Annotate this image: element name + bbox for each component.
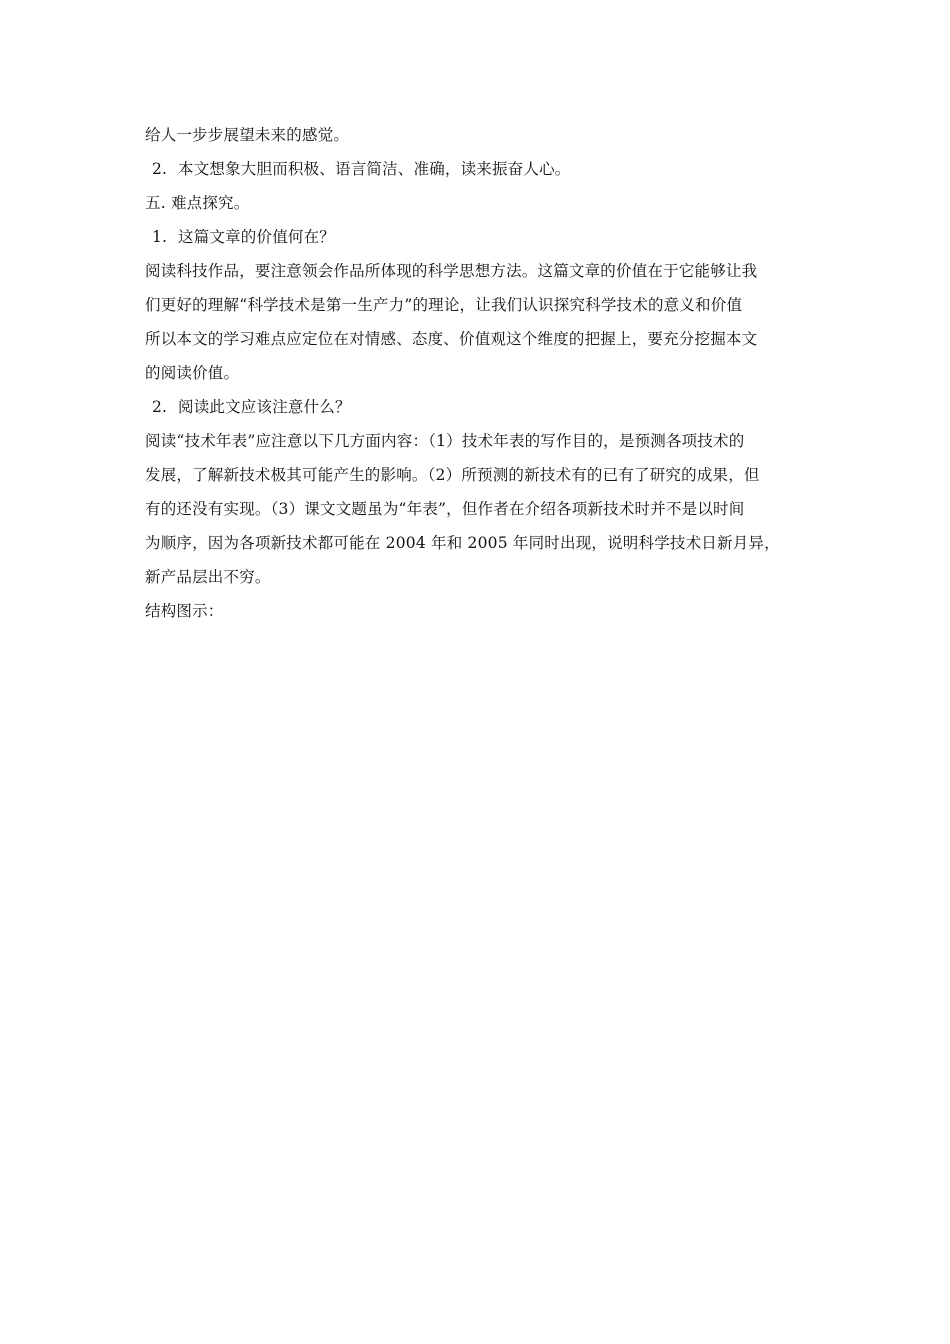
paragraph-line — [145, 492, 810, 526]
line-text: 有的还没有实现。（3）课文文题虽为“年表”，但作者在介绍各项新技术时并不是以时间 — [145, 500, 745, 518]
question-text: 阅读此文应该注意什么？ — [178, 398, 351, 416]
line-text: 本文想象大胆而积极、语言简洁、准确，读来振奋人心。 — [178, 160, 571, 178]
paragraph-line — [145, 254, 810, 288]
paragraph-line — [145, 458, 810, 492]
line-text: 们更好的理解“科学技术是第一生产力”的理论，让我们认识探究科学技术的意义和价值 — [145, 296, 743, 314]
line-text: 发展，了解新技术极其可能产生的影响。（2）所预测的新技术有的已有了研究的成果，但 — [145, 466, 760, 484]
paragraph-line — [145, 424, 810, 458]
structure-diagram-label — [145, 594, 810, 628]
section-heading — [145, 186, 810, 220]
list-number: 2. — [152, 160, 168, 178]
line-text: 结构图示： — [145, 602, 224, 620]
paragraph-line — [145, 118, 810, 152]
question-2 — [145, 390, 810, 424]
list-number: 1. — [152, 228, 168, 246]
paragraph-line — [145, 560, 810, 594]
question-text: 这篇文章的价值何在？ — [178, 228, 336, 246]
paragraph-line — [145, 526, 810, 560]
document-body — [145, 118, 810, 628]
heading-text: 五. 难点探究。 — [145, 194, 250, 212]
line-text: 阅读科技作品，要注意领会作品所体现的科学思想方法。这篇文章的价值在于它能够让我 — [145, 262, 758, 280]
list-number: 2. — [152, 398, 168, 416]
list-item-2 — [145, 152, 810, 186]
paragraph-line — [145, 288, 810, 322]
line-text: 的阅读价值。 — [145, 364, 240, 382]
line-text: 为顺序，因为各项新技术都可能在 2004 年和 2005 年同时出现，说明科学技术日新月异， — [145, 534, 780, 552]
paragraph-line — [145, 322, 810, 356]
question-1 — [145, 220, 810, 254]
line-text: 阅读“技术年表”应注意以下几方面内容：（1）技术年表的写作目的，是预测各项技术的 — [145, 432, 745, 450]
line-text: 新产品层出不穷。 — [145, 568, 271, 586]
line-text: 所以本文的学习难点应定位在对情感、态度、价值观这个维度的把握上，要充分挖掘本文 — [145, 330, 758, 348]
line-text: 给人一步步展望未来的感觉。 — [145, 126, 350, 144]
paragraph-line — [145, 356, 810, 390]
